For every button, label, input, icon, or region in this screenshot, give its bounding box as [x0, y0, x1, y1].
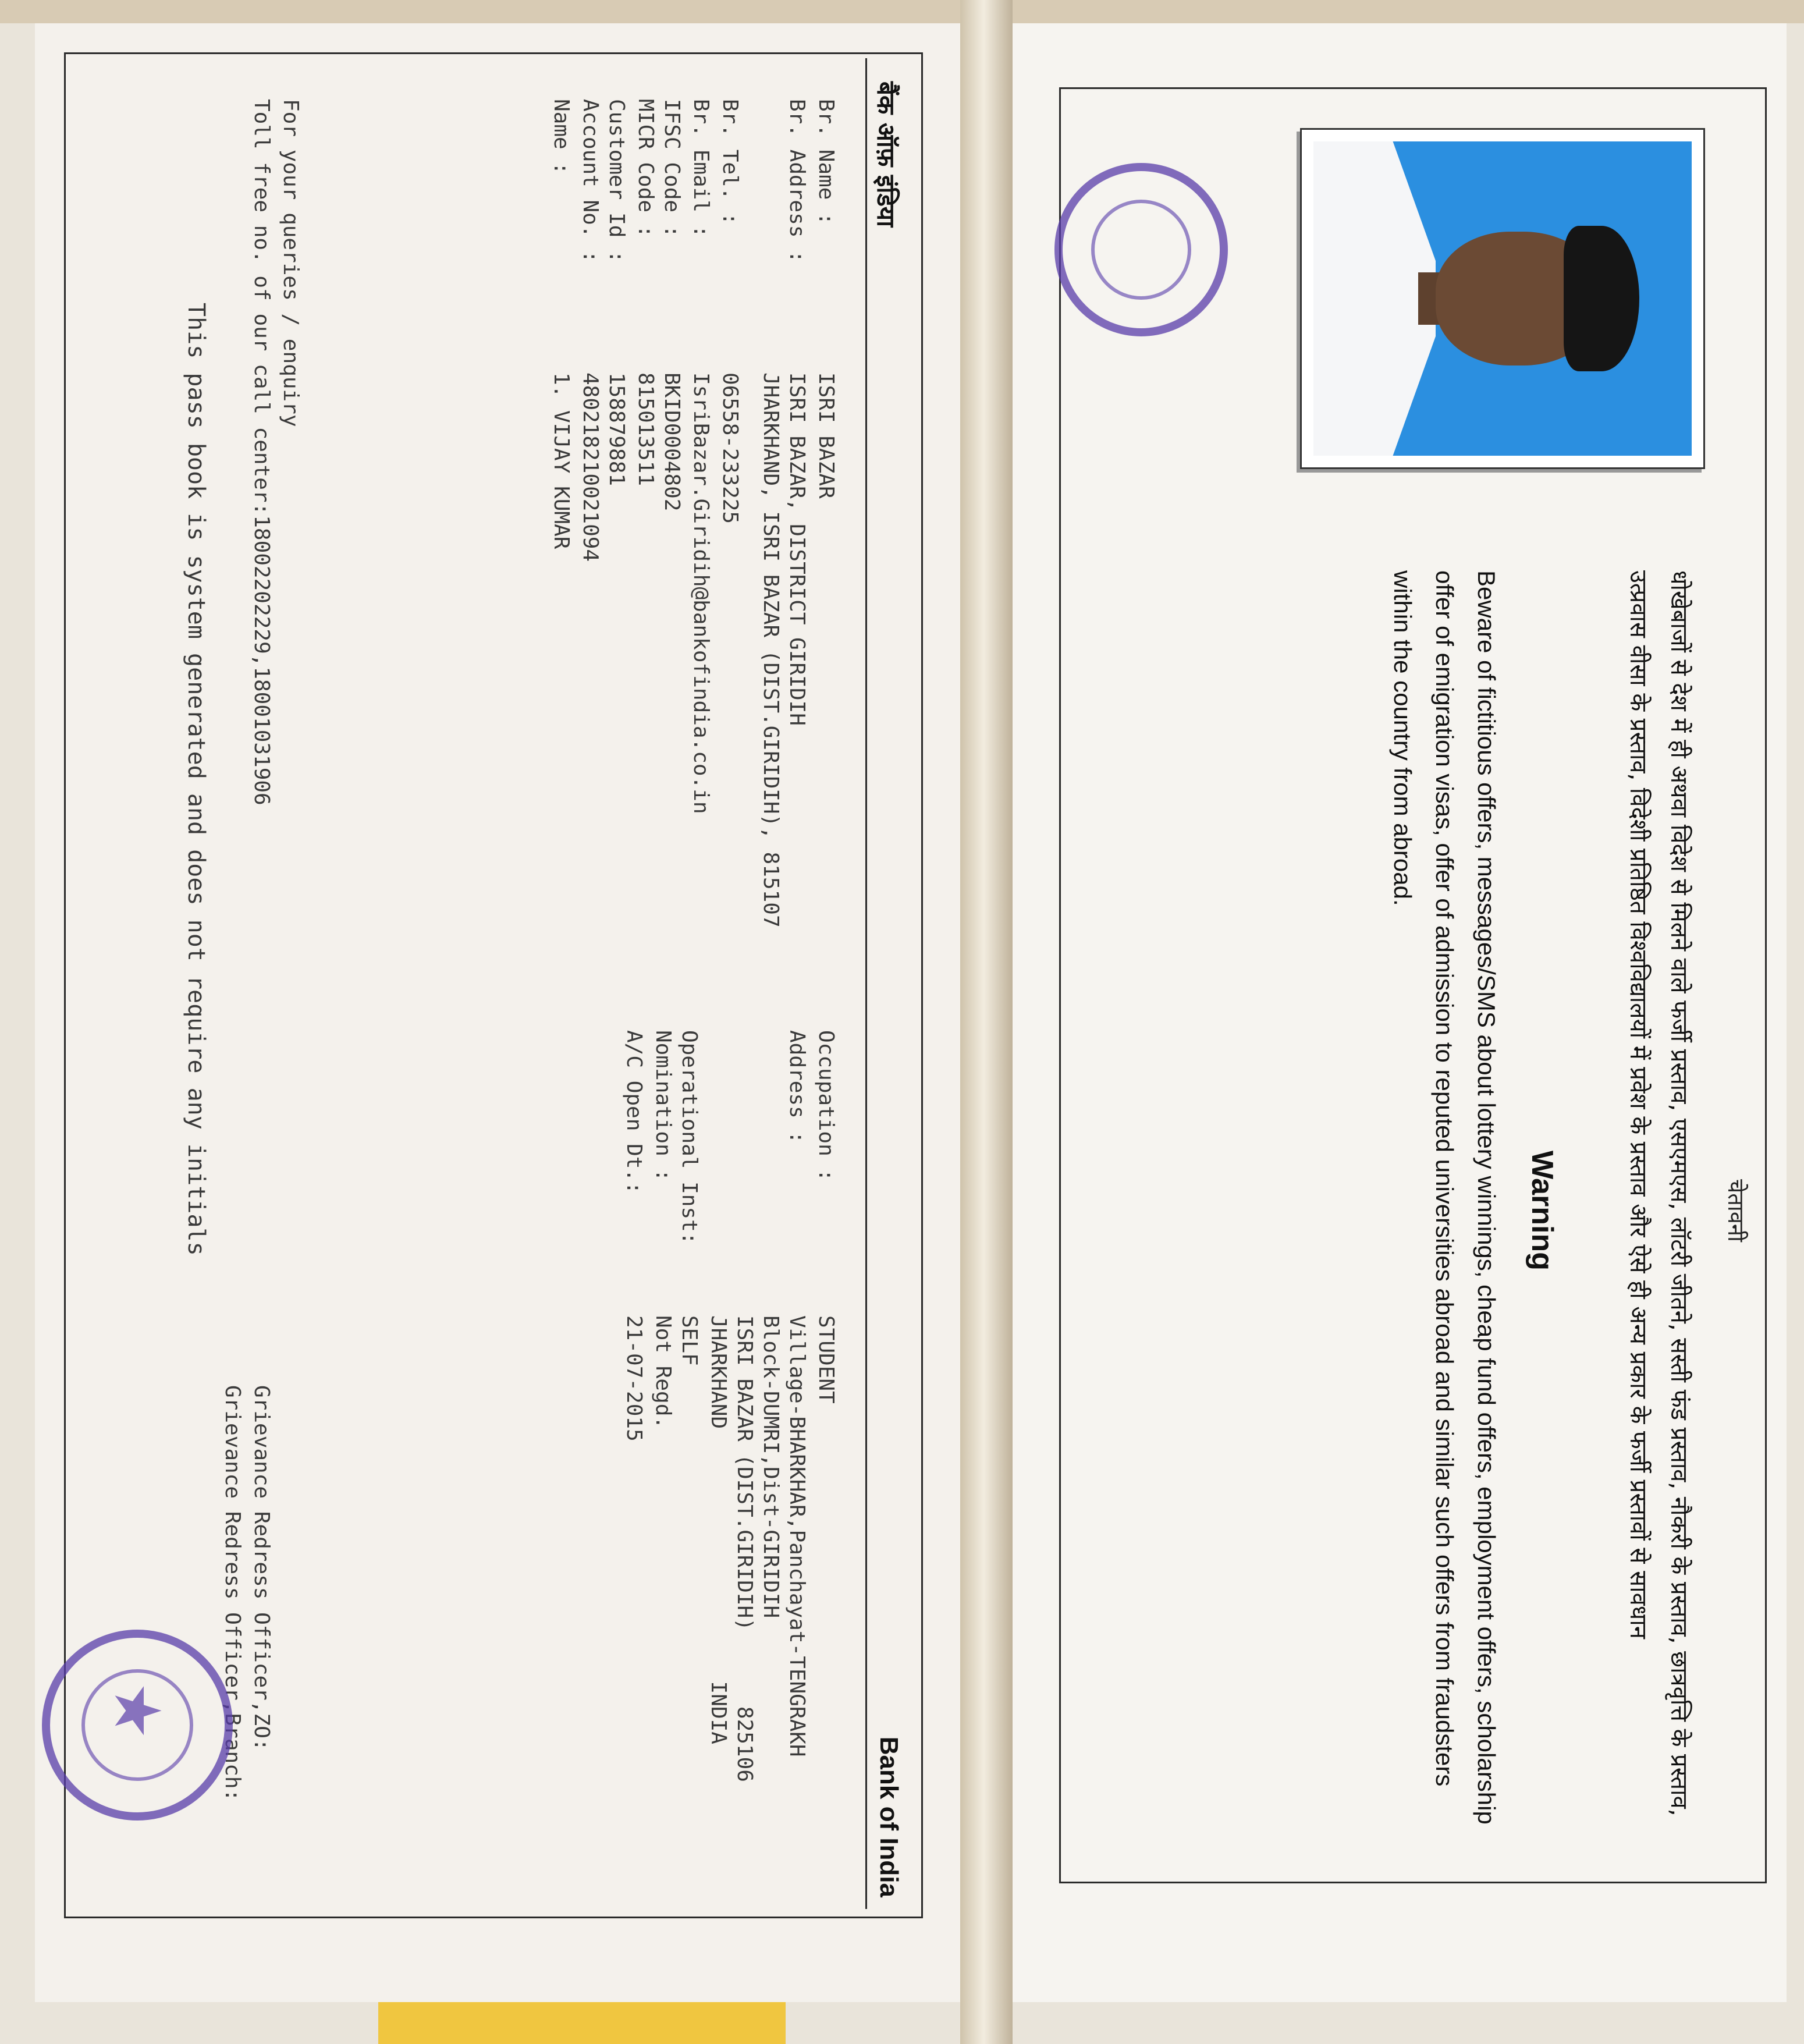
bank-name-english: Bank of India	[875, 1736, 903, 1897]
field-value: 06558-233225	[718, 372, 742, 524]
english-warning-heading: Warning	[1525, 1150, 1559, 1271]
field-label: Br. Address :	[785, 99, 809, 263]
field-value: IsriBazar.Giridih@bankofindia.co.in	[689, 372, 713, 814]
photo-hair	[1564, 226, 1639, 371]
field-value: Block-DUMRI,Dist-GIRIDIH	[759, 1315, 783, 1619]
field-label: Br. Tel. :	[718, 99, 742, 225]
field-value: Village-BHARKHAR,Panchayat-TENGRAKH	[785, 1315, 809, 1757]
field-value: STUDENT	[814, 1315, 838, 1404]
field-label: Br. Name :	[814, 99, 838, 225]
field-value: 1. VIJAY KUMAR	[549, 372, 573, 549]
warning-content	[1065, 93, 1752, 1874]
field-value: SELF	[677, 1315, 701, 1366]
star-icon: ★	[100, 1682, 175, 1740]
passbook-spine	[960, 0, 1013, 2044]
field-value: ISRI BAZAR, DISTRICT GIRIDIH	[785, 372, 809, 726]
footer-system-generated: This pass book is system generated and does not require any initials	[183, 303, 209, 1256]
field-value: BKID0004802	[660, 372, 684, 512]
bank-name-hindi: बैंक ऑफ़ इंडिया	[872, 81, 900, 228]
field-label: A/C Open Dt.:	[622, 1030, 646, 1194]
hindi-warning-text: धोखेबाजों से देश में ही अथवा विदेश से मिलने वाले फर्जी प्रस्ताव, एसएमएस, लॉटरी जीतने, सस्ती फंड प्रस्ताव, नौकरी के प्रस्ताव, छात्रवृत्ति के प्रस्ताव, उत्प्रवास वीसा के प्रस्ताव, विदेशी प्रतिष्ठित विश्वविद्यालयों में प्रवेश के प्रस्ताव और ऐसे ही अन्य प्रकार के फर्जी प्रस्तावों से सावधान	[1625, 570, 1692, 1816]
account-holder-photo	[1300, 128, 1705, 469]
bank-header	[865, 58, 908, 1909]
english-warning-text: Beware of fictitious offers, messages/SMS about lottery winnings, cheap fund offers, employment offers, scholarship offer of emigration visas, offer of admission to reputed universities abroad and similar such offers from fraudsters within the country from abroad.	[1389, 570, 1500, 1825]
field-value: JHARKHAND INDIA	[706, 1315, 730, 1744]
field-label: Nomination :	[651, 1030, 675, 1182]
field-label: Br. Email :	[689, 99, 713, 238]
field-value: 21-07-2015	[622, 1315, 646, 1442]
field-label: Occupation :	[814, 1030, 838, 1182]
field-label: IFSC Code :	[660, 99, 684, 238]
details-content	[70, 58, 908, 1909]
field-label: Account No. :	[578, 99, 602, 263]
field-value: 480218210021094	[578, 372, 602, 562]
field-value: ISRI BAZAR	[814, 372, 838, 499]
footer-toll-free: Toll free no. of our call center:18002202229,18001031906	[250, 99, 274, 805]
field-value: ISRI BAZAR (DIST.GIRIDIH) 825106	[733, 1315, 757, 1782]
field-value: 158879881	[605, 372, 628, 487]
field-value: Not Regd.	[651, 1315, 675, 1429]
field-label: Name :	[549, 99, 573, 175]
field-label: Operational Inst:	[677, 1030, 701, 1245]
field-label: MICR Code :	[634, 99, 658, 238]
field-label: Customer Id :	[605, 99, 628, 263]
footer-queries: For your queries / enquiry	[279, 99, 303, 427]
field-label: Address :	[785, 1030, 809, 1144]
footer-grievance-branch: Grievance Redress Officer,Branch:	[221, 1385, 244, 1802]
scan-yellow-strip	[378, 2002, 786, 2044]
field-value: 815013511	[634, 372, 658, 487]
photo-seal-stamp	[1054, 163, 1228, 336]
field-value: JHARKHAND, ISRI BAZAR (DIST.GIRIDIH), 815107	[759, 372, 783, 928]
footer-grievance-zo: Grievance Redress Officer,ZO:	[250, 1385, 274, 1751]
hindi-warning-heading: चेतावनी	[1723, 1179, 1749, 1242]
scan-top-edge	[0, 0, 1804, 23]
